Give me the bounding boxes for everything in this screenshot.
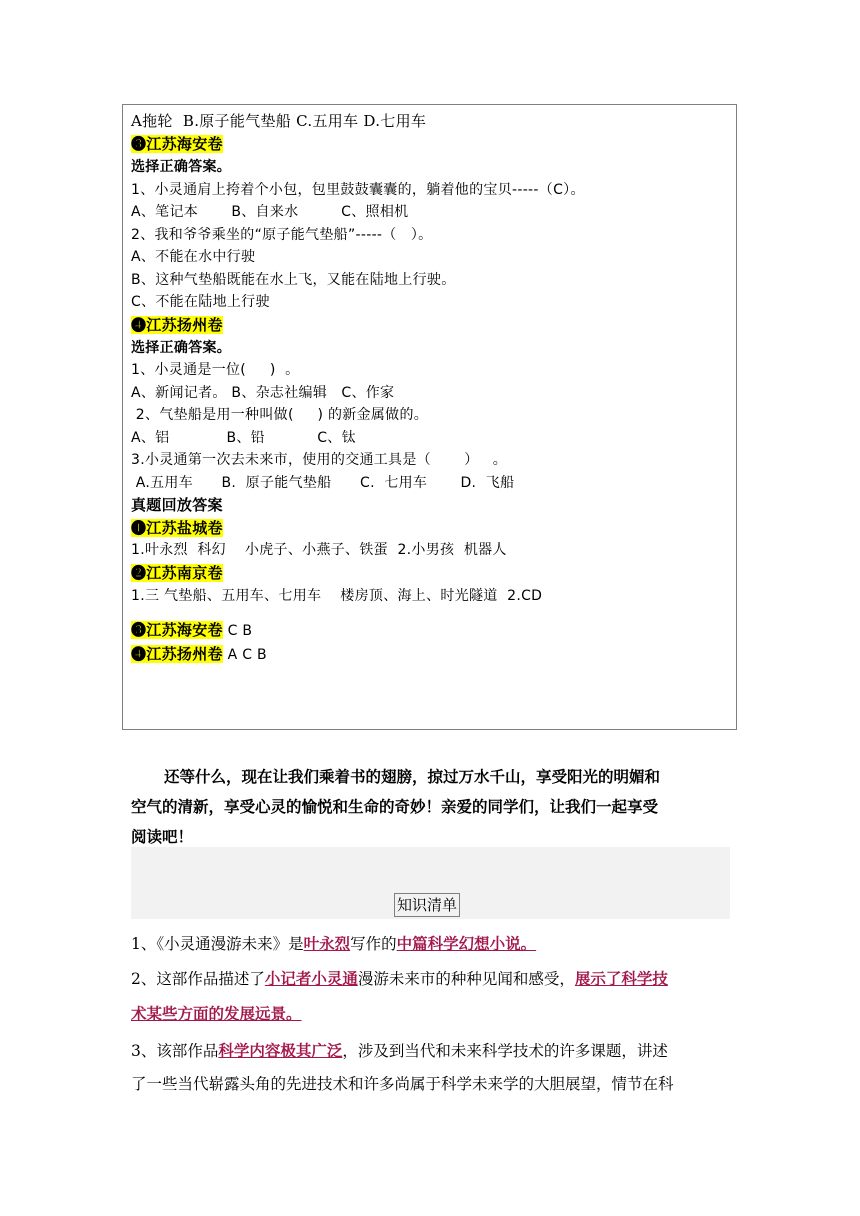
intro-line-2: 空气的清新，享受心灵的愉悦和生命的奇妙！亲爱的同学们，让我们一起享受	[131, 797, 659, 816]
knowledge-item-2-cont: 术某些方面的发展远景。	[131, 1004, 302, 1023]
instruction-yangzhou: 选择正确答案。	[131, 340, 232, 356]
option-haian-2b: B、这种气垫船既能在水上飞，又能在陆地上行驶。	[131, 272, 456, 288]
line-options-top: A拖轮 B.原子能气垫船 C.五用车 D.七用车	[131, 112, 427, 130]
intro-line-3: 阅读吧！	[131, 827, 194, 846]
knowledge-item-3: 3、该部作品科学内容极其广泛，涉及到当代和未来科学技术的许多课题，讲述	[131, 1041, 668, 1060]
section-header-haian: ❸江苏海安卷	[131, 135, 223, 153]
answer-haian: ❸江苏海安卷 C B	[131, 621, 253, 639]
intro-line-1: 还等什么，现在让我们乘着书的翅膀，掠过万水千山，享受阳光的明媚和	[164, 767, 661, 786]
options-yangzhou-2: A、铝 B、铅 C、钛	[131, 430, 356, 446]
instruction-haian: 选择正确答案。	[131, 159, 232, 175]
knowledge-tag: 知识清单	[394, 893, 460, 917]
answers-title: 真题回放答案	[131, 496, 223, 514]
answer-yancheng: 1.叶永烈 科幻 小虎子、小燕子、铁蛋 2.小男孩 机器人	[131, 542, 507, 558]
answer-nanjing: 1.三 气垫船、五用车、七用车 楼房顶、海上、时光隧道 2.CD	[131, 588, 543, 604]
answer-yangzhou: ❹江苏扬州卷 A C B	[131, 645, 267, 663]
knowledge-item-3-cont: 了一些当代崭露头角的先进技术和许多尚属于科学未来学的大胆展望，情节在科	[131, 1075, 674, 1093]
option-haian-2c: C、不能在陆地上行驶	[131, 294, 270, 310]
question-yangzhou-2: 2、气垫船是用一种叫做( ) 的新金属做的。	[131, 407, 429, 423]
knowledge-item-2: 2、这部作品描述了小记者小灵通漫游未来市的种种见闻和感受，展示了科学技	[131, 969, 668, 988]
answer-header-yancheng: ❶江苏盐城卷	[131, 519, 223, 537]
options-yangzhou-3: A.五用车 B. 原子能气垫船 C. 七用车 D. 飞船	[131, 475, 515, 491]
options-yangzhou-1: A、新闻记者。 B、杂志社编辑 C、作家	[131, 385, 395, 401]
knowledge-item-1: 1、《小灵通漫游未来》是叶永烈写作的中篇科学幻想小说。	[131, 934, 537, 953]
section-header-yangzhou: ❹江苏扬州卷	[131, 316, 223, 334]
answer-header-nanjing: ❷江苏南京卷	[131, 564, 223, 582]
option-haian-2a: A、不能在水中行驶	[131, 249, 256, 265]
question-yangzhou-3: 3.小灵通第一次去未来市，使用的交通工具是（ ） 。	[131, 452, 508, 468]
question-haian-2: 2、我和爷爷乘坐的“原子能气垫船”-----（ ）。	[131, 227, 433, 243]
question-haian-1: 1、小灵通肩上挎着个小包，包里鼓鼓囊囊的，躺着他的宝贝-----（C）。	[131, 182, 585, 198]
options-haian-1: A、笔记本 B、自来水 C、照相机	[131, 204, 409, 220]
question-yangzhou-1: 1、小灵通是一位( ) 。	[131, 362, 300, 378]
